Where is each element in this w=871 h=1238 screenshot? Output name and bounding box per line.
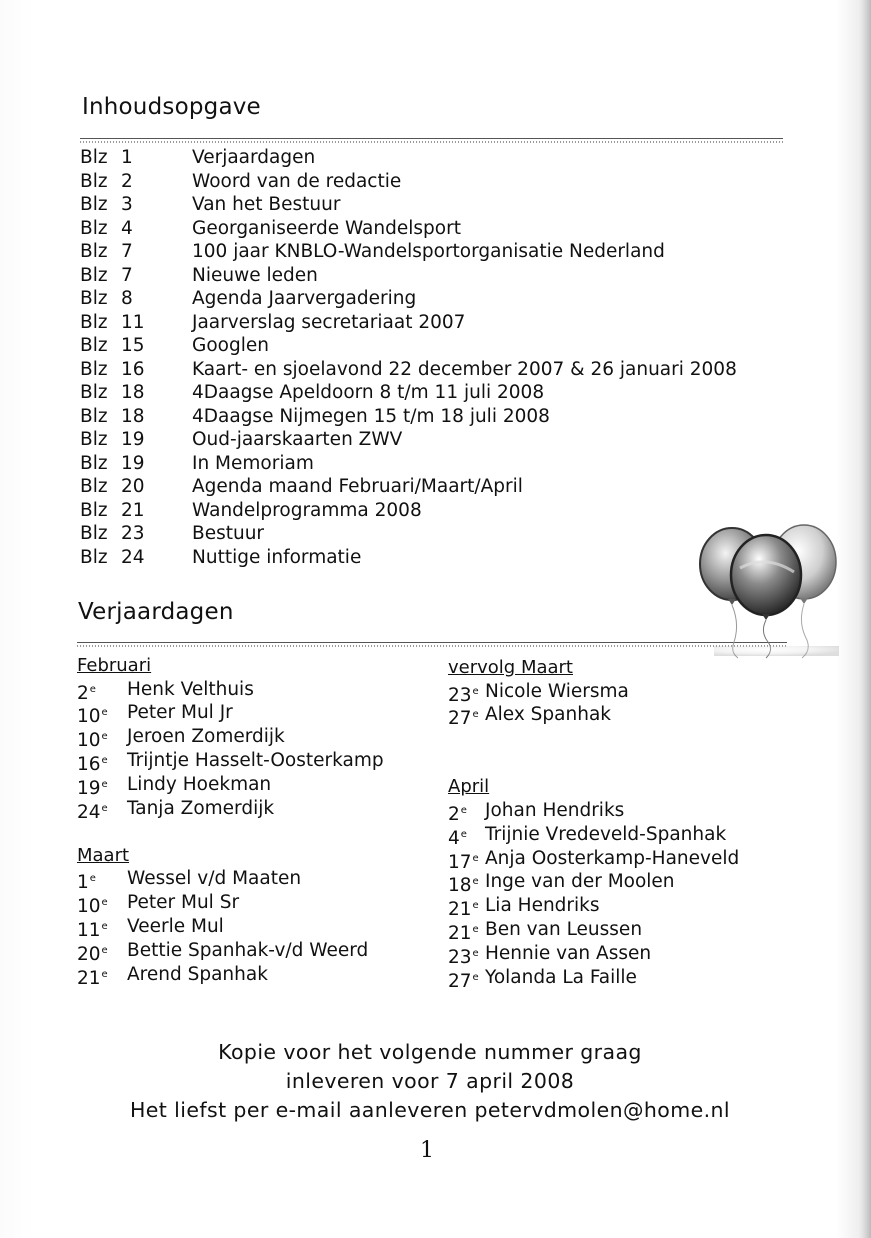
contents-prefix: Blz	[80, 241, 108, 262]
contents-page-number: 7	[121, 241, 133, 262]
day-number: 21	[77, 967, 101, 989]
contents-entry-title: In Memoriam	[192, 452, 314, 474]
contents-prefix: Blz	[80, 288, 108, 309]
birthday-entry	[77, 891, 240, 918]
contents-prefix: Blz	[80, 194, 108, 215]
day-number: 1	[77, 872, 89, 894]
submission-notice	[100, 1038, 760, 1125]
contents-prefix: Blz	[80, 217, 108, 239]
birthday-entry	[77, 915, 224, 942]
page-edge-shadow	[859, 0, 871, 1238]
day-number: 10	[77, 706, 101, 728]
birthday-name: Trijntje Hasselt-Oosterkamp	[127, 750, 384, 772]
contents-page-number: 23	[121, 523, 145, 544]
month-heading: Maart	[77, 844, 130, 866]
contents-prefix: Blz	[80, 170, 108, 192]
contents-divider	[80, 138, 783, 143]
day-suffix: e	[101, 921, 108, 933]
contents-page-number: 16	[121, 358, 145, 380]
birthday-entry	[448, 870, 675, 897]
birthday-name: Henk Velthuis	[127, 678, 254, 700]
birthday-entry	[77, 725, 285, 752]
birthday-entry	[77, 749, 384, 776]
day-number: 23	[448, 947, 472, 969]
day-number: 21	[448, 923, 472, 945]
birthdays-title: Verjaardagen	[78, 599, 234, 625]
day-number: 16	[77, 754, 101, 776]
contents-entry-title: Agenda Jaarvergadering	[192, 288, 417, 309]
birthday-name: Jeroen Zomerdijk	[127, 726, 285, 748]
day-suffix: e	[101, 779, 108, 791]
birthday-entry	[77, 867, 302, 894]
birthday-name: Peter Mul Jr	[127, 702, 233, 724]
month-heading: vervolg Maart	[448, 657, 573, 678]
contents-entry-title: Nuttige informatie	[192, 546, 362, 568]
day-number: 21	[448, 899, 472, 921]
contents-entry-title: Agenda maand Februari/Maart/April	[192, 476, 523, 497]
contents-prefix: Blz	[80, 382, 108, 403]
contents-entry-title: 4Daagse Apeldoorn 8 t/m 11 juli 2008	[192, 382, 545, 403]
day-number: 2	[448, 803, 460, 825]
contents-page-number: 8	[121, 288, 133, 309]
contents-prefix: Blz	[80, 452, 108, 474]
birthdays-right-column	[448, 656, 740, 993]
birthday-name: Peter Mul Sr	[127, 892, 240, 914]
day-suffix: e	[472, 685, 479, 697]
contents-entry-title: 100 jaar KNBLO-Wandelsportorganisatie Nederland	[192, 241, 665, 262]
day-number: 2	[77, 682, 89, 704]
birthday-name: Yolanda La Faille	[485, 967, 637, 989]
day-suffix: e	[101, 897, 108, 909]
contents-entry-title: Oud-jaarskaarten ZWV	[192, 429, 403, 450]
contents-page-number: 4	[121, 217, 133, 239]
birthday-entry	[448, 823, 727, 849]
contents-entry-title: Bestuur	[192, 523, 265, 544]
day-suffix: e	[101, 707, 108, 719]
day-number: 23	[448, 684, 472, 706]
balloons-icon	[694, 520, 844, 660]
birthday-entry	[448, 799, 625, 825]
contents-prefix: Blz	[80, 335, 108, 356]
day-suffix: e	[101, 802, 108, 814]
contents-prefix: Blz	[80, 147, 108, 168]
contents-prefix: Blz	[80, 264, 108, 286]
contents-page-number: 19	[121, 452, 145, 474]
birthday-entry	[77, 797, 275, 823]
contents-title: Inhoudsopgave	[82, 94, 261, 120]
day-number: 27	[448, 971, 472, 993]
day-number: 10	[77, 896, 101, 918]
contents-prefix: Blz	[80, 311, 108, 333]
birthdays-divider	[77, 642, 787, 647]
day-number: 4	[448, 827, 460, 849]
day-suffix: e	[101, 968, 108, 980]
birthday-name: Nicole Wiersma	[485, 680, 629, 702]
birthday-name: Tanja Zomerdijk	[127, 797, 275, 819]
birthday-entry	[77, 773, 272, 800]
contents-entry-title: 4Daagse Nijmegen 15 t/m 18 juli 2008	[192, 405, 550, 427]
contents-entry-title: Verjaardagen	[192, 147, 316, 168]
birthdays-left-column	[77, 654, 384, 989]
day-suffix: e	[472, 972, 479, 984]
contents-prefix: Blz	[80, 546, 108, 568]
day-suffix: e	[472, 709, 479, 721]
birthday-entry	[77, 701, 233, 728]
birthday-name: Hennie van Assen	[485, 943, 652, 965]
day-number: 18	[448, 875, 472, 897]
birthday-name: Alex Spanhak	[485, 704, 612, 726]
day-suffix: e	[472, 852, 479, 864]
contents-entry-title: Georganiseerde Wandelsport	[192, 217, 461, 239]
day-suffix: e	[89, 683, 96, 695]
birthday-day	[77, 963, 108, 991]
birthday-day	[448, 966, 479, 994]
month-heading: Februari	[77, 655, 152, 676]
contents-page-number: 18	[121, 382, 145, 403]
month-heading: April	[448, 776, 490, 798]
birthday-name: Lindy Hoekman	[127, 774, 272, 796]
contents-prefix: Blz	[80, 429, 108, 450]
contents-entry-title: Kaart- en sjoelavond 22 december 2007 & 26 januari 2008	[192, 358, 737, 380]
contents-page-number: 21	[121, 499, 145, 521]
day-suffix: e	[101, 731, 108, 743]
contents-prefix: Blz	[80, 405, 108, 427]
day-number: 10	[77, 730, 101, 752]
contents-page-number: 24	[121, 546, 145, 568]
birthday-name: Bettie Spanhak-v/d Weerd	[127, 940, 369, 962]
contents-prefix: Blz	[80, 358, 108, 380]
day-suffix: e	[101, 755, 108, 767]
day-suffix: e	[472, 948, 479, 960]
notice-line-2: inleveren voor 7 april 2008	[285, 1069, 575, 1093]
birthday-name: Veerle Mul	[127, 916, 224, 938]
contents-page-number: 2	[121, 170, 133, 192]
birthday-name: Arend Spanhak	[127, 963, 268, 985]
contents-entry-title: Van het Bestuur	[192, 194, 341, 215]
day-suffix: e	[472, 876, 479, 888]
day-suffix: e	[472, 900, 479, 912]
birthday-name: Inge van der Moolen	[485, 871, 675, 893]
birthday-entry	[77, 963, 268, 989]
contents-entry-title: Googlen	[192, 335, 269, 356]
day-number: 20	[77, 944, 101, 966]
birthday-entry	[77, 939, 369, 966]
contents-entry-title: Nieuwe leden	[192, 264, 318, 286]
birthday-entry	[448, 966, 637, 993]
contents-page-number: 7	[121, 264, 133, 286]
day-suffix: e	[101, 945, 108, 957]
birthday-name: Trijnie Vredeveld-Spanhak	[485, 823, 727, 845]
day-number: 11	[77, 920, 101, 942]
page-number: 1	[420, 1138, 434, 1163]
birthday-entry	[448, 703, 612, 730]
group-spacer	[448, 727, 573, 775]
birthday-name: Ben van Leussen	[485, 919, 643, 941]
contents-entry-title: Jaarverslag secretariaat 2007	[192, 311, 466, 333]
day-number: 17	[448, 851, 472, 873]
day-number: 24	[77, 801, 101, 823]
birthday-day	[77, 797, 108, 825]
day-suffix: e	[460, 804, 467, 816]
contents-page-number: 15	[121, 335, 145, 356]
day-suffix: e	[472, 924, 479, 936]
birthday-name: Lia Hendriks	[485, 895, 600, 917]
notice-line-1: Kopie voor het volgende nummer graag	[218, 1040, 642, 1064]
birthday-entry	[448, 918, 643, 945]
contents-prefix: Blz	[80, 499, 108, 521]
birthday-entry	[448, 942, 652, 969]
birthday-entry	[77, 678, 254, 704]
contents-page-number: 18	[121, 405, 145, 427]
contents-prefix: Blz	[80, 476, 108, 497]
birthday-entry	[448, 680, 629, 706]
contents-prefix: Blz	[80, 523, 108, 544]
contents-page-number: 11	[121, 311, 145, 333]
contents-page-number: 1	[121, 147, 133, 168]
contents-page-number: 3	[121, 194, 133, 215]
day-number: 19	[77, 778, 101, 800]
birthday-day	[448, 703, 479, 731]
day-suffix: e	[460, 828, 467, 840]
birthday-entry	[448, 847, 740, 873]
birthday-name: Wessel v/d Maaten	[127, 868, 302, 890]
birthday-name: Johan Hendriks	[485, 799, 625, 821]
day-number: 27	[448, 708, 472, 730]
notice-line-3: Het liefst per e-mail aanleveren petervdmolen@home.nl	[129, 1098, 730, 1122]
birthday-name: Anja Oosterkamp-Haneveld	[485, 847, 740, 869]
contents-page-number: 20	[121, 476, 145, 497]
day-suffix: e	[89, 873, 96, 885]
birthday-entry	[448, 894, 600, 921]
contents-entry-title: Wandelprogramma 2008	[192, 499, 422, 521]
contents-entry-title: Woord van de redactie	[192, 170, 402, 192]
contents-page-number: 19	[121, 429, 145, 450]
